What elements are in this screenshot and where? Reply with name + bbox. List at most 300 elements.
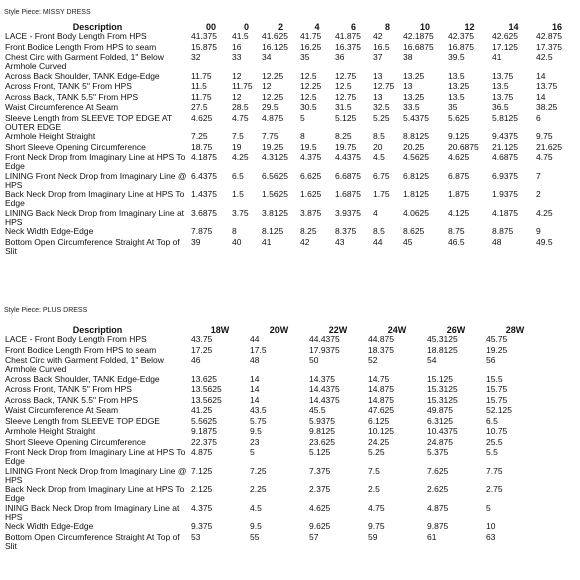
measurement-cell: 7.75 [262,131,279,141]
measurement-cell: 45.75 [486,334,508,344]
measurement-cell: 7 [536,170,541,181]
column-header-size: 16 [551,22,562,32]
measurement-cell: 29.5 [262,102,279,112]
measurement-cell: 13.25 [403,70,425,81]
measurement-cell: 7.125 [191,465,213,476]
measurement-cell: 15.5 [486,373,503,384]
measurement-cell: 1.875 [448,189,470,199]
measurement-cell: 11.75 [191,91,212,102]
measurement-cell: 9.125 [448,131,470,141]
measurement-cell: 4.75 [232,112,249,123]
measurement-cell: 15.875 [191,41,217,52]
measurement-cell: 6.6875 [335,170,361,181]
measurement-cell: 1.5625 [262,189,288,199]
measurement-cell: 5.4375 [403,112,429,123]
measurement-cell: 17.9375 [309,344,340,355]
measurement-cell: 6.75 [373,170,390,181]
measurement-cell: 5.125 [335,112,357,123]
column-header-size: 26W [446,325,466,335]
measurement-cell: 13.5 [492,81,509,91]
table-row [4,485,544,504]
measurement-cell: 44.4375 [309,334,340,344]
measurement-cell: 16.6875 [403,41,434,52]
measurement-cell: 5.125 [309,447,331,457]
measurement-cell: 14.375 [309,373,335,384]
measurement-cell: 16 [232,41,242,52]
measurement-cell: 10.75 [486,426,508,436]
measurement-cell: 14.4375 [309,394,340,405]
measurement-cell: 19.75 [335,141,357,152]
measurement-cell: 9.75 [536,131,553,141]
measurement-cell: 52.125 [486,405,512,415]
measurement-cell: 4.75 [368,502,385,513]
column-header-size: 6 [350,22,356,32]
measurement-cell: 31.5 [335,102,352,112]
row-description: Across Front, TANK 5" From HPS [5,384,132,394]
measurement-cell: 12.25 [262,91,284,102]
measurement-cell: 32.5 [373,102,390,112]
column-header-description: Description [72,22,123,32]
measurement-cell: 23 [250,436,260,447]
measurement-cell: 37 [373,52,383,62]
measurement-cell: 8.8125 [403,131,429,141]
measurement-cell: 13 [373,70,383,81]
measurement-cell: 48 [492,236,502,247]
row-description: Front Bodice Length From HPS to seam [5,344,157,355]
measurement-cell: 48 [250,355,260,365]
row-description: Back Neck Drop from Imaginary Line at HPS To Edge [5,484,185,503]
measurement-cell: 6.4375 [191,170,217,181]
measurement-cell: 8.125 [262,226,284,236]
row-description: Short Sleeve Opening Circumference [5,141,146,152]
measurement-cell: 42.375 [448,31,474,41]
measurement-cell: 4.125 [448,207,470,218]
measurement-cell: 41.375 [191,31,217,41]
measurement-cell: 2 [536,189,541,199]
measurement-cell: 41 [492,52,502,62]
measurement-cell: 21.625 [536,141,562,152]
measurement-cell: 6.125 [368,415,390,426]
measurement-cell: 2.5 [368,484,380,494]
measurement-cell: 13.625 [191,373,217,384]
row-description: Chest Circ with Garment Folded, 1" Below Armhole Curved [5,52,164,71]
row-description: Chest Circ with Garment Folded, 1" Below Armhole Curved [5,355,164,374]
measurement-cell: 63 [486,531,496,542]
measurement-cell: 17.5 [250,344,267,355]
measurement-cell: 19.5 [300,141,317,152]
measurement-cell: 43.5 [250,405,267,415]
measurement-cell: 61 [427,531,437,542]
measurement-cell: 5.25 [373,112,390,123]
measurement-cell: 20.6875 [448,141,479,152]
measurement-cell: 5.75 [250,415,267,426]
measurement-cell: 7.25 [250,465,267,476]
measurement-cell: 17.125 [492,41,518,52]
measurement-cell: 13.75 [492,91,514,102]
measurement-cell: 15.75 [486,384,508,394]
column-header-size: 8 [384,22,390,32]
plus-style-piece-label: Style Piece: PLUS DRESS [4,307,88,314]
measurement-cell: 49.5 [536,236,553,247]
table-header-row [4,321,544,335]
measurement-cell: 8 [232,226,237,236]
measurement-cell: 4.375 [300,152,322,162]
row-description: Bottom Open Circumference Straight At Top of Slit [5,531,180,551]
row-description: Across Back, TANK 5.5" From HPS [5,91,139,102]
measurement-cell: 5 [250,447,255,457]
measurement-cell: 4.6875 [492,152,518,162]
measurement-cell: 45.3125 [427,334,458,344]
table-row [4,209,578,228]
measurement-cell: 5.8125 [492,112,518,123]
measurement-cell: 24.875 [427,436,453,447]
measurement-cell: 20 [373,141,383,152]
measurement-cell: 2.625 [427,484,449,494]
row-description: Neck Width Edge-Edge [5,226,94,236]
column-header-description: Description [72,325,123,335]
row-description: Sleeve Length from SLEEVE TOP EDGE AT OUTER EDGE [5,112,172,132]
measurement-cell: 50 [309,355,319,365]
missy-style-piece-label: Style Piece: MISSY DRESS [4,9,91,16]
row-description: Back Neck Drop from Imaginary Line at HPS To Edge [5,189,185,208]
measurement-cell: 13.5625 [191,394,222,405]
measurement-cell: 14 [250,384,260,394]
table-row [4,238,578,257]
measurement-cell: 9.5 [250,521,262,531]
row-description: Front Neck Drop from Imaginary Line at HPS To Edge [5,447,186,466]
measurement-cell: 2.125 [191,484,213,494]
measurement-cell: 13.75 [536,81,558,91]
measurement-cell: 9.8125 [309,426,335,436]
measurement-cell: 1.625 [300,189,322,199]
row-description: Across Front, TANK 5" From HPS [5,81,132,91]
row-description: Front Neck Drop from Imaginary Line at HPS To Edge [5,152,186,171]
measurement-cell: 4.0625 [403,207,429,218]
column-header-size: 22W [328,325,348,335]
measurement-cell: 6.5 [232,170,244,181]
measurement-cell: 12.5 [300,70,317,81]
column-header-size: 12 [464,22,475,32]
measurement-cell: 53 [191,531,201,542]
column-header-size: 18W [210,325,230,335]
measurement-cell: 45 [403,236,413,247]
measurement-cell: 5.9375 [309,415,335,426]
measurement-cell: 4.875 [191,447,213,457]
row-description: Armhole Height Straight [5,426,96,436]
measurement-cell: 6.875 [448,170,470,181]
measurement-cell: 14.875 [368,394,394,405]
measurement-cell: 36.5 [492,102,509,112]
measurement-cell: 14 [250,394,260,405]
measurement-cell: 5.25 [368,447,385,457]
measurement-cell: 12.5 [335,81,352,91]
column-header-size: 2 [277,22,283,32]
measurement-cell: 8.25 [335,131,352,141]
measurement-cell: 5 [300,112,305,123]
measurement-cell: 13.75 [492,70,514,81]
measurement-cell: 23.625 [309,436,335,447]
measurement-cell: 18.75 [191,141,213,152]
measurement-cell: 45.5 [309,405,326,415]
row-description: LACE - Front Body Length From HPS [5,334,147,344]
measurement-cell: 6.8125 [403,170,429,181]
measurement-cell: 13.25 [403,91,425,102]
measurement-cell: 13.5 [448,91,465,102]
table-row [4,427,544,438]
table-row [4,406,544,417]
measurement-cell: 57 [309,531,319,542]
measurement-cell: 4.4375 [335,152,361,162]
measurement-cell: 41.875 [335,31,361,41]
measurement-cell: 41 [262,236,272,247]
measurement-cell: 27.5 [191,102,208,112]
table-row [4,522,544,533]
measurement-cell: 56 [486,355,496,365]
measurement-cell: 35 [448,102,458,112]
measurement-cell: 6.5 [486,415,498,426]
measurement-cell: 7.25 [191,131,208,141]
measurement-cell: 8.375 [335,226,357,236]
measurement-cell: 20.25 [403,141,425,152]
measurement-cell: 12 [262,81,272,91]
measurement-cell: 41.25 [191,405,213,415]
row-description: Waist Circumference At Seam [5,405,119,415]
item-number-label [4,0,46,1]
measurement-cell: 44 [250,334,260,344]
measurement-cell: 39 [191,236,201,247]
measurement-cell: 14 [536,70,546,81]
measurement-cell: 10.125 [368,426,394,436]
table-row [4,335,544,346]
measurement-cell: 4.25 [232,152,249,162]
measurement-cell: 7.375 [309,465,331,476]
table-row [4,504,544,523]
measurement-cell: 4 [373,207,378,218]
table-row [4,82,578,93]
measurement-cell: 14.875 [368,384,394,394]
measurement-cell: 43.75 [191,334,213,344]
measurement-cell: 5.5625 [191,415,217,426]
row-description: Armhole Height Straight [5,131,96,141]
measurement-cell: 3.875 [300,207,322,218]
measurement-cell: 34 [262,52,272,62]
measurement-cell: 41.75 [300,31,322,41]
column-header-size: 00 [205,22,216,32]
measurement-cell: 9.75 [368,521,385,531]
table-row [4,172,578,191]
measurement-cell: 11.75 [191,70,212,81]
measurement-cell: 3.9375 [335,207,361,218]
measurement-cell: 13.5 [448,70,465,81]
measurement-cell: 5.375 [427,447,449,457]
measurement-cell: 1.6875 [335,189,361,199]
measurement-cell: 8.5 [373,131,385,141]
measurement-cell: 42 [300,236,310,247]
measurement-cell: 38.25 [536,102,558,112]
measurement-cell: 12.5 [300,91,317,102]
row-description: Front Bodice Length From HPS to seam [5,41,157,52]
measurement-cell: 8 [300,131,305,141]
measurement-cell: 7.75 [486,465,503,476]
row-description: LINING Back Neck Drop from Imaginary Line at HPS [5,207,185,227]
measurement-cell: 12.75 [335,91,357,102]
row-description: Neck Width Edge-Edge [5,521,94,531]
column-header-size: 14 [508,22,519,32]
measurement-cell: 4.625 [191,112,213,123]
measurement-cell: 4.1875 [492,207,518,218]
measurement-cell: 6.625 [300,170,322,181]
measurement-cell: 49.875 [427,405,453,415]
table-row [4,103,578,114]
measurement-cell: 13.25 [448,81,470,91]
measurement-cell: 28.5 [232,102,249,112]
measurement-cell: 18.8125 [427,344,458,355]
measurement-cell: 3.75 [232,207,249,218]
measurement-cell: 46 [191,355,201,365]
column-header-size: 4 [314,22,320,32]
measurement-cell: 19.25 [262,141,284,152]
measurement-cell: 12 [232,91,242,102]
row-description: Waist Circumference At Seam [5,102,119,112]
measurement-cell: 3.6875 [191,207,217,218]
measurement-cell: 41.625 [262,31,288,41]
measurement-cell: 17.25 [191,344,213,355]
column-header-size: 24W [387,325,407,335]
measurement-cell: 44 [373,236,383,247]
row-description: LINING Front Neck Drop from Imaginary Line @ HPS [5,465,187,485]
table-row [4,153,578,172]
measurement-cell: 16.875 [448,41,474,52]
measurement-cell: 2.75 [486,484,503,494]
measurement-cell: 11.5 [191,81,207,91]
table-row [4,533,544,552]
column-header-size: 28W [505,325,525,335]
measurement-cell: 4.1875 [191,152,217,162]
measurement-cell: 10 [486,521,496,531]
measurement-cell: 1.5 [232,189,244,199]
measurement-cell: 17.375 [536,41,562,52]
measurement-cell: 2.375 [309,484,331,494]
measurement-cell: 12.75 [335,70,357,81]
column-header-size: 10 [419,22,430,32]
measurement-cell: 1.4375 [191,189,217,199]
table-row [4,448,544,467]
measurement-cell: 7.875 [191,226,213,236]
measurement-cell: 9.375 [191,521,213,531]
measurement-cell: 43 [335,236,345,247]
measurement-cell: 4.875 [427,502,449,513]
row-description: LINING Front Neck Drop from Imaginary Line @ HPS [5,170,187,190]
measurement-cell: 42.1875 [403,31,434,41]
table-row [4,132,578,143]
measurement-cell: 7.625 [427,465,449,476]
column-header-size: 20W [269,325,289,335]
measurement-cell: 12 [232,70,242,81]
measurement-cell: 4.75 [536,152,553,162]
table-row [4,32,578,43]
measurement-cell: 13 [403,81,413,91]
measurement-cell: 9 [536,226,541,236]
measurement-cell: 40 [232,236,242,247]
row-description: LACE - Front Body Length From HPS [5,31,147,41]
measurement-cell: 4.5 [373,152,385,162]
measurement-cell: 35 [300,52,310,62]
measurement-cell: 15.3125 [427,384,458,394]
measurement-cell: 1.75 [373,189,390,199]
measurement-cell: 9.625 [309,521,331,531]
measurement-cell: 9.4375 [492,131,518,141]
row-description: Short Sleeve Opening Circumference [5,436,146,447]
measurement-cell: 4.875 [262,112,284,123]
measurement-cell: 4.625 [448,152,470,162]
measurement-cell: 8.625 [403,226,425,236]
row-description: Bottom Open Circumference Straight At Top of Slit [5,236,180,256]
measurement-cell: 33 [232,52,242,62]
table-row [4,190,578,209]
measurement-cell: 4.375 [191,502,213,513]
measurement-cell: 6 [536,112,541,123]
measurement-cell: 30.5 [300,102,317,112]
measurement-cell: 9.1875 [191,426,217,436]
measurement-cell: 6.5625 [262,170,288,181]
measurement-cell: 5.5 [486,447,498,457]
measurement-cell: 14 [250,373,260,384]
table-row [4,385,544,396]
measurement-cell: 15.3125 [427,394,458,405]
row-description: Across Back Shoulder, TANK Edge-Edge [5,70,160,81]
measurement-cell: 9.5 [250,426,262,436]
measurement-cell: 42 [373,31,383,41]
measurement-cell: 5.625 [448,112,470,123]
measurement-cell: 14 [536,91,546,102]
measurement-cell: 12.25 [262,70,284,81]
measurement-cell: 42.5 [536,52,553,62]
measurement-cell: 12.25 [300,81,322,91]
measurement-cell: 8.75 [448,226,465,236]
measurement-cell: 39.5 [448,52,465,62]
measurement-cell: 2.25 [250,484,267,494]
measurement-cell: 13.5625 [191,384,222,394]
measurement-cell: 5 [486,502,491,513]
measurement-cell: 16.375 [335,41,361,52]
measurement-cell: 47.625 [368,405,394,415]
measurement-cell: 4.625 [309,502,331,513]
missy-size-table [4,20,578,256]
measurement-cell: 1.8125 [403,189,429,199]
measurement-cell: 38 [403,52,413,62]
column-header-size: 0 [243,22,249,32]
measurement-cell: 36 [335,52,345,62]
measurement-cell: 8.875 [492,226,514,236]
measurement-cell: 14.4375 [309,384,340,394]
measurement-cell: 46.5 [448,236,465,247]
measurement-cell: 4.25 [536,207,553,218]
row-description: Sleeve Length from SLEEVE TOP EDGE [5,415,160,426]
measurement-cell: 8.25 [300,226,317,236]
measurement-cell: 4.5625 [403,152,429,162]
measurement-cell: 32 [191,52,201,62]
measurement-cell: 22.375 [191,436,217,447]
row-description: INING Back Neck Drop from Imaginary Line at HPS [5,502,180,522]
table-row [4,467,544,486]
measurement-cell: 3.8125 [262,207,288,218]
measurement-cell: 6.3125 [427,415,453,426]
measurement-cell: 16.25 [300,41,322,52]
measurement-cell: 12.75 [373,81,395,91]
table-row [4,356,544,375]
measurement-cell: 42.875 [536,31,562,41]
measurement-cell: 33.5 [403,102,420,112]
